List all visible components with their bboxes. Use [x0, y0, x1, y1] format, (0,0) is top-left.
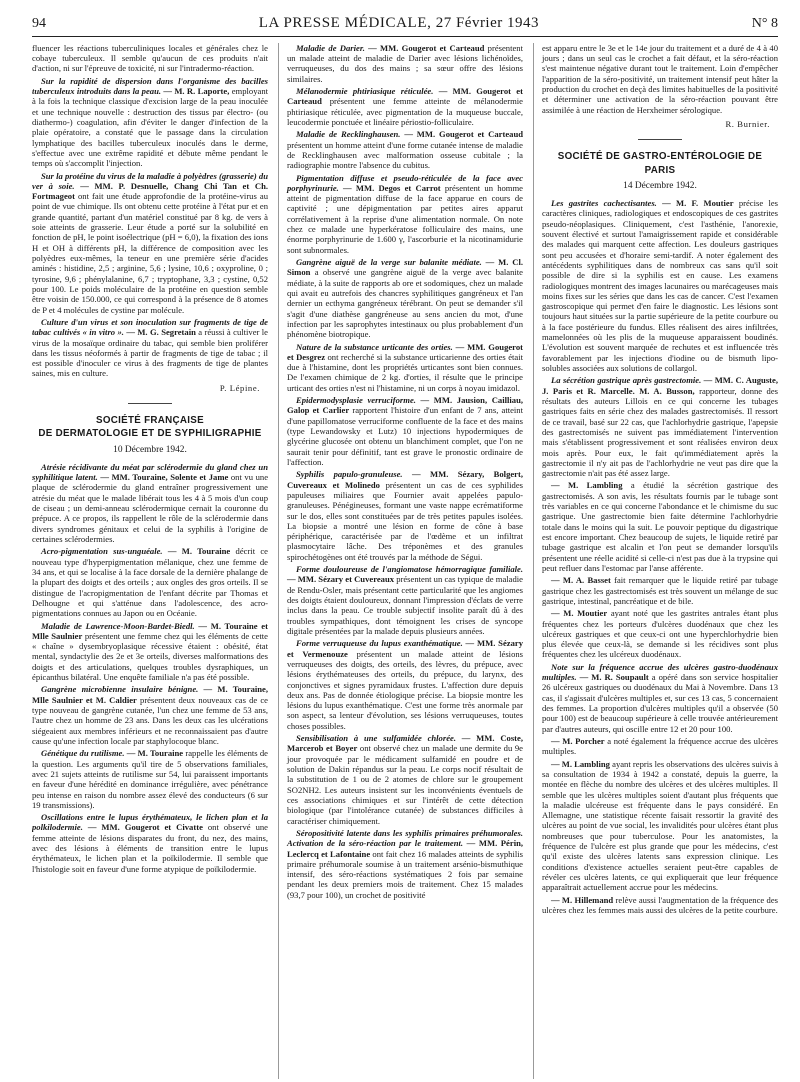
article-paragraph	[287, 86, 523, 127]
article-text: ayant noté que les gastrites antrales étant plus fréquentes chez les porteurs d'ulcères duodénaux que chez les ulcéreux gastriques et que ceux-ci ont une hyperchlorhydrie bien plus élevée que ceux-là, se demande si les récidives sont plus fréquentes chez les ulcéreux duodénaux.	[542, 608, 778, 660]
society-name-line: SOCIÉTÉ FRANÇAISE	[96, 415, 204, 427]
article-title: Acro-pigmentation sus-unguéale.	[41, 546, 163, 557]
society-heading: SOCIÉTÉ DE GASTRO-ENTÉROLOGIE DE PARIS	[557, 151, 763, 176]
article-authors: — M. Porcher	[551, 735, 605, 746]
article-text: ont fait une étude approfondie de la protéine-virus au point de vue chimique. Ils ont obtenu cette protéine à l'état pur et en grande quantité, partant d'un matériel constitué par 8 kg. de vers à soie atteints de grasserie. Leur étude a porté sur la solubilité en fonction de pH, le point isoélectrique (pH = 6,0), la fixation des ions H et OH à différents pH, la différence de composition avec les polyèdres eux-mêmes, la teneur en une première série d'acides aminés : histidine, 2,5 ; arginine, 5,6 ; lysine, 10,6 ; oxyproline, 0 ; tyrosine, 9,6 ; phénylalanine, 6,7 ; tryptophane, 3,3 ; cystine, 0,52 pour 100. Le poids moléculaire de la protéine en question semble être voisin de 150.000, ce qui correspond à la présence de 8 atomes de P et 4 molécules de cystine par molécule.	[32, 191, 268, 315]
session-date: 10 Décembre 1942.	[113, 444, 187, 455]
article-paragraph	[542, 575, 778, 606]
article-authors: — MM. Touraine, Solente et Jame	[97, 472, 229, 483]
issue-number: N° 8	[751, 16, 778, 31]
article-authors: — M. Lambling	[551, 758, 610, 769]
article-text: présentent un cas typique de maladie de Rendu-Osler, mais présentant cette particularité que les angiomes des doigts étaient douloureux, donnant l'impression d'éclats de verre inclus dans la peau. Ce trouble subjectif insolite paraît dû à des troubles sympathiques, dont témoignent les crises de syncope digitale présentées par la malade depuis plusieurs années.	[287, 574, 523, 636]
article-text: a opéré dans son service hospitalier 26 ulcéreux gastriques ou duodénaux du Mai à Novembre. Dans 13 cas, il s'agissait d'ulcères multiples et, sur ces 13 cas, 5 concernaient des femmes. La proportion d'ulcères multiples qu'il a observée (50 pour 100) est de beaucoup supérieure à celle trouvée antérieurement par d'autres auteurs, qui oscille entre 12 et 20 pour 100.	[542, 672, 778, 734]
article-paragraph	[287, 828, 523, 900]
article-text: rappelle les éléments de la question. Les arguments qu'il tire de 5 observations familiales, avec 21 sujets atteints de rutilisme sur 54, lui paraissent importants en faveur d'une hérédité en dominance irrégulière, avec pénétrance peu intense en raison du nombre assez élevé des conducteurs (6 sur 19 transmissions).	[32, 748, 268, 810]
article-authors: — M. Touraine, Mlle Saulnier et M. Caldier	[32, 684, 268, 705]
page-number: 94	[32, 16, 46, 31]
article-paragraph	[287, 469, 523, 562]
article-paragraph	[287, 129, 523, 170]
article-paragraph	[287, 564, 523, 636]
article-authors: — MM. Sézary et Vermenouze	[287, 638, 523, 659]
article-title: Sur la protéine du virus de la maladie à polyèdres (grasserie) du ver à soie.	[32, 170, 268, 191]
article-text: ont observé une femme atteinte de lésions disparates du front, du nez, des mains, avec des lésions à éléments de transition entre le lupus érythémateux, le lichen plan et la poïkilodermie. Il semble que l'histologie soit en faveur d'une forme atypique de poïkilodermie.	[32, 822, 268, 874]
article-paragraph	[287, 733, 523, 826]
article-title: Forme douloureuse de l'angiomatose hémorragique familiale.	[296, 564, 523, 575]
article-authors: — M. Lambling	[551, 480, 623, 491]
article-paragraph	[542, 759, 778, 893]
article-authors: — MM. Jausion, Cailliau, Galop et Carlier	[287, 395, 523, 416]
article-authors: — M. Cl. Simon	[287, 257, 523, 278]
article-title: La sécrétion gastrique après gastrectomie.	[551, 375, 702, 386]
article-authors: — MM. Gougerot et Civatte	[82, 822, 203, 833]
article-paragraph	[32, 684, 268, 746]
article-text: précise les caractères cliniques, radiologiques et endoscopiques de ces gastrites pseudo-néoplasiques. Cliniquement, c'est l'asthénie, l'anorexie, souvent électivé et surtout l'amaigrissement rapide et considérable des malades qui marquent cette affection. Les douleurs gastriques sont peu accusées et d'horaire semi-tardif. A noter également des antécédents syphilitiques dans de nombreux cas sans qu'il soit possible de dire si la syphilis est en cause. Les examens radiologiques montrent des images lacunaires ou marécageuses mais moins fixes sur les séries que dans les cas de cancer. C'est l'examen gastroscopique qui permet d'en faire le diagnostic. Les lésions sont toujours haut situées sur la partie supérieure de la petite courbure ou à la face postérieure du fundus. Elles réalisent des aires infiltrées, mamelonnées où les plis de la muqueuse apparaissent boudinés. L'évolution est souvent marquée de rechutes et est influencée très favorablement par les injections d'iodine ou de bismuth lipo-solubles associées aux solutions de collargol.	[542, 198, 778, 374]
article-text: a observé une gangrène aiguë de la verge avec balanite médiate, à la suite de rapports ab ore et sodomiques, chez un malade qui avait eu autrefois des chancres syphilitiques gangréneux et l'an dernier un ecthyma gangréneux térébrant. On peut se demander s'il s'agit d'une diathèse gangréneuse au sens ancien du mot, d'une infection par les saprophytes intestinaux ou plus probablement d'un phénomène biotropique.	[287, 267, 523, 340]
article-paragraph	[32, 748, 268, 810]
article-text: ayant repris les observations des ulcères suivis à sa consultation de 1934 à 1942 a constaté, depuis la guerre, la montée en flèche du nombre des ulcères et des ulcères multiples. Il semble que les ulcères multiples soient d'autant plus fréquents que la maladie ulcéreuse est fréquente dans le pays considéré. En Allemagne, une statistique récente faisait ressortir la gravité des ulcères au point de vue social, les invalidités pour ulcères étant plus nombreuses que pour tuberculose. Pour les anatomistes, la fréquence de l'ulcère est plus grande que pour les médecins, c'est qu'il existe des ulcères latents sans expression clinique. Les conditions d'existence actuelles seraient peut-être capables de révéler ces ulcères latents, ce qui expliquerait que leur fréquence apparaîtrait actuellement accrue pour les médecins.	[542, 758, 778, 893]
article-authors: — MM. Gougerot et Carteaud	[287, 86, 523, 107]
article-paragraph: est apparu entre le 3e et le 14e jour du traitement et a duré de 4 à 40 jours ; dans un seul cas le crochet a fait défaut, et la séro-réaction s'est maintenue négative durant tout le traitement. Loin d'empêcher l'apparition de la séro-positivité, un traitement intensif peut hâter la production du crochet en deçà des limites habituelles de la positivité et déterminer une activation de la séro-réaction pouvant être assimilée à une réaction de Herxheimer sérologique.	[542, 42, 778, 115]
article-authors: — MM. Gougerot et Carteaud	[400, 129, 523, 140]
article-paragraph	[32, 317, 268, 379]
article-paragraph	[542, 895, 778, 916]
text-columns	[32, 43, 778, 1079]
article-title: Gangrène microbienne insulaire bénigne.	[41, 684, 199, 695]
article-paragraph	[287, 395, 523, 467]
article-text: employant à la fois la technique classique d'excision large de la peau inoculée et une technique nouvelle : destruction des tissus par électro- (ou diathermo-) coagulation, afin d'éviter le danger d'infection de la plaie opératoire, a constaté que le passage dans la circulation lymphatique des bacilles tuberculeux inoculés dans le derme, s'effectue avec une extrême rapidité et débute même pendant le temps où s'accomplit l'injection.	[32, 86, 268, 169]
article-text: fait remarquer que le liquide retiré par tubage gastrique chez les gastrectomisés est très souvent un mélange de suc gastrique, intestinal, pancréatique et de bile.	[542, 575, 778, 606]
session-date: 14 Décembre 1942.	[623, 180, 697, 191]
article-paragraph	[287, 638, 523, 731]
article-paragraph	[542, 736, 778, 757]
article-paragraph	[287, 43, 523, 84]
article-title: Pigmentation diffuse et pseudo-réticulée de la face avec porphyrinurie.	[287, 172, 523, 193]
article-text: a noté également la fréquence accrue des ulcères multiples.	[542, 735, 778, 757]
journal-masthead	[259, 14, 539, 32]
article-title: Atrésie récidivante du méat par sclérodermie du gland chez un syphilitique latent.	[32, 461, 268, 483]
article-authors: — M. Touraine	[162, 546, 231, 557]
article-paragraph	[542, 375, 778, 478]
article-paragraph	[542, 480, 778, 573]
article-text: relève aussi l'augmentation de la fréquence des ulcères chez les femmes mais aussi des ulcères de la petite courbure.	[542, 894, 778, 915]
article-title: Maladie de Darier.	[296, 42, 365, 53]
article-text: présentent une femme atteinte de mélanodermie phtiriasique réticulée, avec pigmentation de la muqueuse buccale, leucodermie ponctuée et linéaire périostio-folliculaire.	[287, 96, 523, 127]
article-authors: — M. G. Segretain	[123, 327, 196, 338]
article-text: décrit ce nouveau type d'hyperpigmentation mélanique, chez une femme de 34 ans, et qui se localise à la face dorsale de la dernière phalange de la plupart des doigts et des orteils ; aux ongles des gros orteils. Il se distingue de l'acropigmentation de l'enfant décrite par Thomas et Delhougne et qui s'atténue dans l'adolescence, des acro-pigmentations connues au Japon ou en Océanie.	[32, 546, 268, 619]
article-title: Nature de la substance urticante des orties.	[296, 341, 453, 352]
article-paragraph	[32, 171, 268, 315]
report-signature: P. Lépine.	[219, 382, 260, 393]
article-title: Sur la rapidité de dispersion dans l'organisme des bacilles tuberculeux introduits dans la peau.	[32, 75, 268, 97]
article-authors: — MM. Degos et Carrot	[338, 182, 441, 193]
article-paragraph	[287, 257, 523, 340]
article-text: rapporteur, donne des résultats des auteurs Lillois en ce qui concerne les tubages gastriques faits en série chez des malades gastrectomisés. Il ressort de ce travail, basé sur 22 cas, que l'achlorhydrie gastrique, l'apepsie des gastrectomisés ne suivent pas immédiatement l'intervention mais s'établissent progressivement et sont réalisées environ deux mois après. Pour eux, le fait qu'immédiatement après la gastrectomie il n'y ait pas de l'achlorhydrie ne veut pas dire que la gastrectomie n'ait pas été assez large.	[542, 385, 778, 479]
article-authors: — M. A. Basset	[551, 575, 611, 586]
article-title: Forme verruqueuse du lupus exanthématique.	[296, 638, 463, 649]
article-paragraph: fluencer les réactions tuberculiniques locales et générales chez le cobaye tuberculeux. Il semble qu'aucun de ces produits n'ait d'action, ni sur l'épreuve de toxicité, ni sur l'intradermo-réaction.	[32, 42, 268, 74]
article-authors: — MM. C. Auguste, J. Paris et R. Marcelle. M. A. Busson,	[542, 375, 778, 396]
article-authors: — MM. Sézary et Cuvereaux	[287, 574, 395, 585]
column-left	[32, 43, 268, 1079]
article-authors: — MM. P. Desnuelle, Chang Chi Tan et Ch. Fortmageot	[32, 180, 268, 202]
journal-title: LA PRESSE MÉDICALE,	[258, 15, 432, 31]
article-title: Maladie de Lawrence-Moon-Bardet-Biedl.	[41, 620, 195, 631]
article-text: ont recherché si la substance urticarienne des orties était due à l'histamine, dont les propriétés urticantes sont bien connues. De l'examen chimique de 2 kg. d'orties, il résulte que le principe urticant des orties n'est ni l'histamine, ni un corps à noyau imidazol.	[287, 351, 523, 393]
article-authors: — M. Hillemand	[551, 894, 614, 905]
article-authors: — M. Touraine	[124, 748, 184, 759]
article-authors: — MM. Sézary, Bolgert, Cuvereaux et Molinedo	[287, 469, 523, 490]
article-title: Syphilis papulo-granuleuse.	[296, 469, 403, 480]
article-authors: — M. Touraine et Mlle Saulnier	[32, 620, 268, 641]
article-title: Note sur la fréquence accrue des ulcères gastro-duodénaux multiples.	[542, 661, 778, 683]
article-title: Maladie de Recklinghausen.	[296, 129, 401, 140]
article-text: ont observé chez un malade une dermite du 9e jour provoquée par le médicament sulfamidé en poudre et de solution de Dakin répandus sur la peau. Le corps nocif résultait de la substitution de 1 ou de 2 atomes de chlore sur le groupement SO2NH2. Les auteurs insistent sur les inconvénients éventuels de ces associations chimiques et sur l'intérêt de cette détection biologique (par l'intolérance cutanée) de substances difficiles à caractériser chimiquement.	[287, 743, 523, 826]
column-middle	[278, 43, 523, 1079]
article-paragraph	[542, 662, 778, 734]
article-text: présentent un cas de ces syphilides papuleuses miliaires que Fournier avait appelées papulo-granuleuses. Pénégineuses, formant une vaste nappe ecrématiforme sur le dos, elles sont constituées par de très petites papules isolées. La biopsie a montré une lésion en forme de cône à base périphérique, caractérisée par de l'œdème et un infiltrat plasmocytaire lâche. Des tréponèmes et des granules spirochétogènes ont été trouvés par la méthode de Ségui.	[287, 479, 523, 562]
article-authors: — MM. Coste, Marcerob et Boyer	[287, 733, 523, 754]
article-title: Gangrène aiguë de la verge sur balanite médiate.	[296, 257, 482, 268]
article-text: ont vu une plaque de sclérodermie du gland entraîner progressivement une atrésie du méat que le malade libérait tous les 4 à 5 mois d'un coup de ciseau ; un demi-anneau sclérodermique cernait la couronne du prépuce. A ce propos, ils rappellent le rôle de la sclérodermie dans divers syndromes génitaux et celui de la syphilis à l'origine de certaines sclérodermies.	[32, 472, 268, 545]
article-text: a réussi à cultiver le virus de la mosaïque ordinaire du tabac, qui semble bien proliférer dans les tissus néoformés à partir de fragments de tige de tabac ; il est possible d'inoculer ce virus à des fragments de tige de plantes saines, mis en culture.	[32, 327, 268, 379]
article-authors: — M. R. Laporte,	[161, 86, 230, 97]
article-title: Epidermodysplasie verruciforme.	[296, 395, 416, 406]
article-paragraph	[32, 621, 268, 683]
article-title: Sensibilisation à une sulfamidée chlorée.	[296, 733, 456, 744]
article-paragraph	[32, 76, 268, 169]
article-title: Les gastrites cachectisantes.	[551, 198, 657, 209]
article-text: rapportent l'histoire d'un enfant de 7 ans, atteint d'une papillomatose verruciforme confluente de la face et des mains (type Lewandowsky et Lutz) 10 injections hypodermiques de glycérine glucosée ont obtenu un blanchiment complet, que l'on ne saurait tenir pour définitif, tant est grave le pronostic ordinaire de l'affection.	[287, 405, 523, 467]
issue-date: 27 Février 1943	[435, 15, 540, 31]
article-paragraph	[32, 462, 268, 545]
article-paragraph	[287, 173, 523, 256]
article-authors: — MM. Gougerot et Carteaud	[364, 42, 485, 53]
section-divider	[128, 403, 172, 404]
article-text: présentent une femme chez qui les éléments de cette « chaîne » dysembryoplasique récessive étaient : obésité, état mental, syndactylie des 2e et 3e orteils, diverses malformations des doigts et des articulations, quelques troubles dysraphiques, un épicanthus bilatéral. Une enquête familiale n'a pas été possible.	[32, 630, 268, 683]
article-authors: — M. R. Soupault	[576, 672, 649, 683]
article-paragraph	[542, 198, 778, 373]
article-title: Culture d'un virus et son inoculation sur fragments de tige de tabac cultivés « in vitro ».	[32, 316, 268, 338]
article-paragraph	[542, 608, 778, 660]
article-title: Mélanodermie phtiriasique réticulée.	[296, 86, 434, 97]
article-authors: — MM. Périn, Leclercq et Lafontaine	[287, 838, 523, 859]
article-text: présentent un homme atteint de pigmentation diffuse de la face apparue en cours de captivité ; une dépigmentation par petites aires apparut corrélativement à la reprise d'une alimentation normale. On note chez ce malade une hyperkératose folliculaire des mains, une énorme porphyrinurie de 1.600 γ, l'ascorburie et la nicotinamidurie sont subnormales.	[287, 182, 523, 255]
article-title: Génétique du rutilisme.	[41, 748, 125, 759]
article-text: ont fait chez 16 malades atteints de syphilis primaire préhumorale soumise à un traitement arsénio-bismuthique intensif, des séro-réactions systématiques 2 fois par semaine pendant les deux premiers mois de traitement. Chez 15 malades (93,7 pour 100), un crochet de positivité	[287, 848, 523, 900]
article-authors: — M. F. Moutier	[656, 198, 734, 209]
article-authors: — MM. Gougerot et Desgrez	[287, 341, 523, 362]
article-text: présentent un homme atteint d'une forme cutanée intense de maladie de Recklinghausen avec malformation osseuse cubitale ; la radiographie montre l'absence du cubitus.	[287, 139, 523, 171]
society-name-line: DE DERMATOLOGIE ET DE SYPHILIGRAPHIE	[38, 428, 262, 440]
article-title: Oscillations entre le lupus érythémateux, le lichen plan et la polkilodermie.	[32, 812, 268, 833]
article-text: présentent un malade atteint de maladie de Darier avec lésions lichénoïdes, verruqueuses, du dos des mains ; sa sœur offre des lésions similaires.	[287, 42, 523, 84]
article-paragraph	[32, 546, 268, 618]
article-title: Séropositivité latente dans les syphilis primaires préhumorales. Activation de la séro-réaction par le traitement.	[287, 827, 523, 849]
report-signature: R. Burnier.	[725, 118, 770, 129]
article-text: présentent un malade atteint de lésions verruqueuses des doigts, des orteils, des lèvres, du prépuce, avec lésions érythémateuses des orteils, du prépuce, du larynx, des conjonctives et signes pyramidaux frustes. L'affection dure depuis deux ans. Pas de donnée étiologique précise. La biopsie montre les lésions du lupus exanthématique. C'est une forme très anormale par son aspect, sa lenteur d'évolution, ses lésions verruqueuses, toutes choses possibles.	[287, 648, 523, 731]
section-divider	[638, 139, 682, 140]
society-heading	[32, 414, 268, 440]
running-header	[32, 14, 778, 37]
article-authors: — M. Moutier	[551, 608, 608, 619]
article-paragraph	[32, 812, 268, 874]
column-right	[533, 43, 778, 1079]
article-text: a étudié la sécrétion gastrique des gastrectomisés. A son avis, les résultats fournis par le tubage sont très variables en ce qui concerne l'abondance et le chimisme du suc gastrique. Une gastrectomie bien faite détermine l'achlorhydrie totale dans le moins qui la suit. Le pouvoir peptique du digastrique est encore important. Chez beaucoup de sujets, le liquide retiré par tubage gastrique est alcalin et l'on peut se demander lorsqu'ils présentent une réelle acidité si celle-ci n'est pas due à la trypsine qui peut refluer dans l'estomac par l'anse afférente.	[542, 480, 778, 573]
article-text: présentent deux nouveaux cas de ce type nouveau de gangrène cutanée, l'un chez une femme de 53 ans, l'autre chez un homme de 23 ans. Dans les deux cas les ulcérations siégeaient aux membres inférieurs et ne reconnaissaient pas d'autre cause qu'une infection locale par staphylocoque blanc.	[32, 694, 268, 746]
article-paragraph	[287, 342, 523, 394]
